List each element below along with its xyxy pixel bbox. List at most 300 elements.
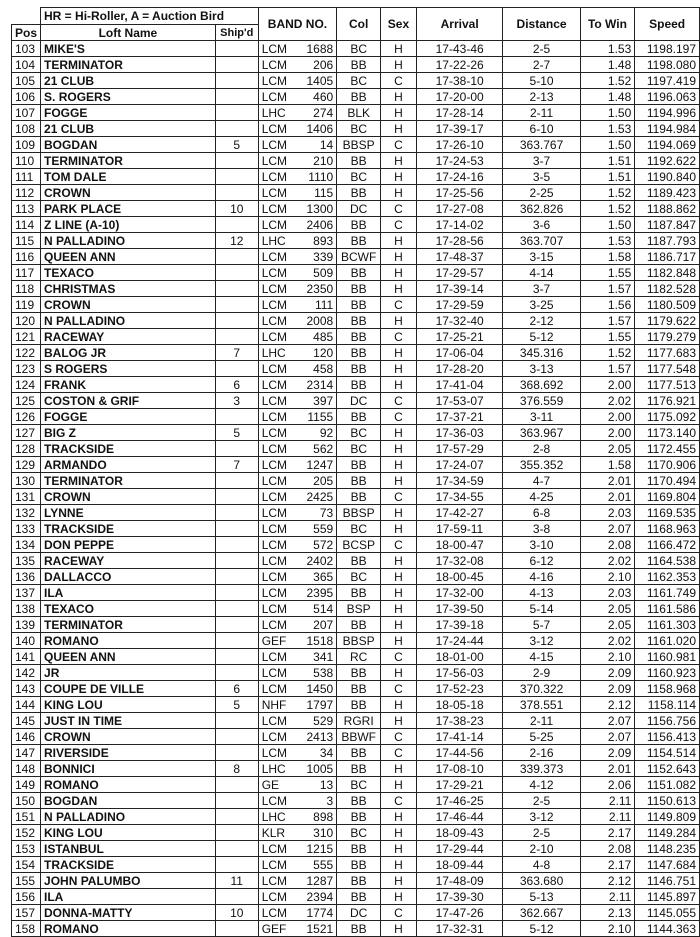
- row-pos: 138: [12, 601, 41, 617]
- row-sex: C: [381, 649, 417, 665]
- row-speed: 1149.809: [635, 809, 700, 825]
- row-loft-name: KING LOU: [41, 697, 216, 713]
- row-loft-name: CROWN: [41, 185, 216, 201]
- row-band-prefix: LHC: [258, 345, 294, 361]
- row-loft-name: CHRISTMAS: [41, 281, 216, 297]
- table-row: [12, 377, 700, 393]
- row-band-number: 898: [294, 809, 337, 825]
- table-row: [12, 233, 700, 249]
- row-arrival: 17-52-23: [416, 681, 503, 697]
- row-pos: 127: [12, 425, 41, 441]
- row-to-win: 1.50: [580, 105, 635, 121]
- row-distance: 4-16: [503, 569, 580, 585]
- row-distance: 363.767: [503, 137, 580, 153]
- row-distance: 5-12: [503, 921, 580, 937]
- row-band-number: 2425: [294, 489, 337, 505]
- row-band-prefix: LCM: [258, 617, 294, 633]
- table-row: [12, 633, 700, 649]
- row-band-number: 34: [294, 745, 337, 761]
- row-speed: 1164.538: [635, 553, 700, 569]
- row-shipped: 7: [215, 345, 258, 361]
- row-to-win: 1.51: [580, 169, 635, 185]
- row-band-number: 559: [294, 521, 337, 537]
- row-shipped: [215, 361, 258, 377]
- row-distance: 3-7: [503, 281, 580, 297]
- row-band-prefix: LCM: [258, 393, 294, 409]
- row-color: BB: [337, 697, 381, 713]
- row-arrival: 17-46-44: [416, 809, 503, 825]
- row-distance: 4-13: [503, 585, 580, 601]
- row-sex: H: [381, 665, 417, 681]
- column-header-to-win: To Win: [580, 8, 635, 41]
- row-arrival: 17-34-55: [416, 489, 503, 505]
- row-sex: H: [381, 713, 417, 729]
- row-distance: 3-11: [503, 409, 580, 425]
- row-sex: C: [381, 729, 417, 745]
- row-distance: 4-25: [503, 489, 580, 505]
- row-sex: C: [381, 489, 417, 505]
- row-pos: 150: [12, 793, 41, 809]
- row-sex: H: [381, 553, 417, 569]
- row-shipped: [215, 57, 258, 73]
- row-distance: 5-12: [503, 329, 580, 345]
- table-row: [12, 505, 700, 521]
- row-pos: 148: [12, 761, 41, 777]
- row-arrival: 17-53-07: [416, 393, 503, 409]
- row-speed: 1160.923: [635, 665, 700, 681]
- row-to-win: 2.07: [580, 521, 635, 537]
- row-color: BB: [337, 329, 381, 345]
- table-row: [12, 809, 700, 825]
- row-pos: 111: [12, 169, 41, 185]
- row-color: BC: [337, 569, 381, 585]
- row-loft-name: S ROGERS: [41, 361, 216, 377]
- row-band-prefix: LCM: [258, 185, 294, 201]
- column-header-shipped: Ship'd: [215, 25, 258, 41]
- row-band-prefix: LCM: [258, 297, 294, 313]
- row-band-prefix: LCM: [258, 745, 294, 761]
- table-row: [12, 761, 700, 777]
- row-color: BBSP: [337, 137, 381, 153]
- row-pos: 146: [12, 729, 41, 745]
- row-speed: 1179.622: [635, 313, 700, 329]
- row-loft-name: ROMANO: [41, 633, 216, 649]
- row-arrival: 17-57-29: [416, 441, 503, 457]
- row-loft-name: PARK PLACE: [41, 201, 216, 217]
- row-band-prefix: LCM: [258, 329, 294, 345]
- table-row: [12, 649, 700, 665]
- row-distance: 363.680: [503, 873, 580, 889]
- row-arrival: 17-32-08: [416, 553, 503, 569]
- row-speed: 1169.804: [635, 489, 700, 505]
- row-shipped: [215, 553, 258, 569]
- row-to-win: 2.12: [580, 873, 635, 889]
- row-distance: 3-12: [503, 809, 580, 825]
- row-shipped: [215, 265, 258, 281]
- row-band-prefix: LCM: [258, 73, 294, 89]
- row-distance: 355.352: [503, 457, 580, 473]
- row-loft-name: TEXACO: [41, 265, 216, 281]
- row-speed: 1186.717: [635, 249, 700, 265]
- row-sex: H: [381, 169, 417, 185]
- row-speed: 1166.472: [635, 537, 700, 553]
- row-loft-name: BALOG JR: [41, 345, 216, 361]
- row-speed: 1150.613: [635, 793, 700, 809]
- row-loft-name: TRACKSIDE: [41, 857, 216, 873]
- table-row: [12, 841, 700, 857]
- row-speed: 1192.622: [635, 153, 700, 169]
- row-band-prefix: GEF: [258, 921, 294, 937]
- row-speed: 1156.756: [635, 713, 700, 729]
- row-arrival: 18-09-43: [416, 825, 503, 841]
- row-shipped: [215, 825, 258, 841]
- row-color: BB: [337, 585, 381, 601]
- table-row: [12, 393, 700, 409]
- table-row: [12, 729, 700, 745]
- row-color: BB: [337, 665, 381, 681]
- row-loft-name: CROWN: [41, 297, 216, 313]
- table-row: [12, 745, 700, 761]
- row-to-win: 2.17: [580, 857, 635, 873]
- row-color: BSP: [337, 601, 381, 617]
- row-color: BB: [337, 409, 381, 425]
- row-shipped: [215, 441, 258, 457]
- row-loft-name: FOGGE: [41, 409, 216, 425]
- row-color: BB: [337, 681, 381, 697]
- row-arrival: 17-43-46: [416, 41, 503, 57]
- row-to-win: 1.52: [580, 201, 635, 217]
- row-arrival: 17-29-59: [416, 297, 503, 313]
- row-sex: H: [381, 825, 417, 841]
- row-sex: H: [381, 185, 417, 201]
- row-arrival: 18-05-18: [416, 697, 503, 713]
- row-loft-name: TERMINATOR: [41, 473, 216, 489]
- row-speed: 1173.140: [635, 425, 700, 441]
- row-sex: H: [381, 425, 417, 441]
- row-pos: 140: [12, 633, 41, 649]
- row-band-number: 555: [294, 857, 337, 873]
- row-band-prefix: LCM: [258, 505, 294, 521]
- row-shipped: [215, 857, 258, 873]
- row-speed: 1196.063: [635, 89, 700, 105]
- row-pos: 110: [12, 153, 41, 169]
- row-sex: H: [381, 361, 417, 377]
- row-arrival: 17-39-17: [416, 121, 503, 137]
- row-loft-name: DONNA-MATTY: [41, 905, 216, 921]
- row-loft-name: ISTANBUL: [41, 841, 216, 857]
- row-shipped: [215, 601, 258, 617]
- row-shipped: [215, 409, 258, 425]
- row-band-number: 2406: [294, 217, 337, 233]
- row-distance: 6-12: [503, 553, 580, 569]
- row-distance: 3-8: [503, 521, 580, 537]
- row-shipped: [215, 73, 258, 89]
- row-band-prefix: LCM: [258, 89, 294, 105]
- row-speed: 1177.513: [635, 377, 700, 393]
- row-color: BCWF: [337, 249, 381, 265]
- row-loft-name: JR: [41, 665, 216, 681]
- row-pos: 131: [12, 489, 41, 505]
- table-row: [12, 537, 700, 553]
- row-loft-name: TERMINATOR: [41, 617, 216, 633]
- row-pos: 121: [12, 329, 41, 345]
- row-color: BC: [337, 777, 381, 793]
- row-loft-name: FRANK: [41, 377, 216, 393]
- row-band-prefix: LCM: [258, 889, 294, 905]
- row-sex: H: [381, 457, 417, 473]
- row-speed: 1170.906: [635, 457, 700, 473]
- row-band-number: 365: [294, 569, 337, 585]
- row-color: BB: [337, 553, 381, 569]
- row-loft-name: CROWN: [41, 489, 216, 505]
- row-arrival: 17-24-16: [416, 169, 503, 185]
- row-to-win: 1.58: [580, 457, 635, 473]
- row-speed: 1161.020: [635, 633, 700, 649]
- row-sex: H: [381, 121, 417, 137]
- row-color: BB: [337, 617, 381, 633]
- row-arrival: 17-39-18: [416, 617, 503, 633]
- row-band-number: 3: [294, 793, 337, 809]
- row-speed: 1177.548: [635, 361, 700, 377]
- row-band-prefix: LCM: [258, 57, 294, 73]
- row-to-win: 1.56: [580, 297, 635, 313]
- table-row: [12, 873, 700, 889]
- row-speed: 1160.981: [635, 649, 700, 665]
- column-header-sex: Sex: [381, 8, 417, 41]
- row-pos: 124: [12, 377, 41, 393]
- row-band-prefix: GEF: [258, 633, 294, 649]
- row-arrival: 17-29-57: [416, 265, 503, 281]
- row-distance: 376.559: [503, 393, 580, 409]
- row-loft-name: S. ROGERS: [41, 89, 216, 105]
- row-color: BLK: [337, 105, 381, 121]
- row-sex: H: [381, 617, 417, 633]
- row-shipped: 3: [215, 393, 258, 409]
- row-band-prefix: LHC: [258, 233, 294, 249]
- row-band-number: 2008: [294, 313, 337, 329]
- table-row: [12, 425, 700, 441]
- row-loft-name: COUPE DE VILLE: [41, 681, 216, 697]
- row-sex: C: [381, 73, 417, 89]
- table-row: [12, 105, 700, 121]
- row-pos: 122: [12, 345, 41, 361]
- row-band-prefix: LCM: [258, 377, 294, 393]
- row-band-number: 13: [294, 777, 337, 793]
- row-sex: C: [381, 201, 417, 217]
- row-sex: H: [381, 873, 417, 889]
- row-pos: 132: [12, 505, 41, 521]
- row-pos: 143: [12, 681, 41, 697]
- row-shipped: [215, 537, 258, 553]
- row-color: BB: [337, 473, 381, 489]
- column-header-band: BAND NO.: [258, 8, 336, 41]
- row-to-win: 1.55: [580, 265, 635, 281]
- row-loft-name: BONNICI: [41, 761, 216, 777]
- row-band-number: 509: [294, 265, 337, 281]
- row-band-number: 485: [294, 329, 337, 345]
- row-arrival: 17-48-37: [416, 249, 503, 265]
- row-color: BB: [337, 265, 381, 281]
- row-loft-name: BIG Z: [41, 425, 216, 441]
- row-distance: 6-8: [503, 505, 580, 521]
- row-distance: 5-7: [503, 617, 580, 633]
- row-speed: 1156.413: [635, 729, 700, 745]
- row-arrival: 17-28-14: [416, 105, 503, 121]
- row-band-number: 2314: [294, 377, 337, 393]
- row-distance: 2-10: [503, 841, 580, 857]
- row-to-win: 2.05: [580, 441, 635, 457]
- row-arrival: 18-00-47: [416, 537, 503, 553]
- row-sex: H: [381, 521, 417, 537]
- row-band-number: 92: [294, 425, 337, 441]
- row-loft-name: RACEWAY: [41, 329, 216, 345]
- row-shipped: [215, 297, 258, 313]
- row-loft-name: TEXACO: [41, 601, 216, 617]
- row-distance: 2-7: [503, 57, 580, 73]
- table-row: [12, 521, 700, 537]
- row-shipped: [215, 521, 258, 537]
- row-sex: H: [381, 377, 417, 393]
- row-to-win: 2.10: [580, 649, 635, 665]
- row-band-prefix: LCM: [258, 217, 294, 233]
- row-loft-name: RACEWAY: [41, 553, 216, 569]
- row-arrival: 17-24-53: [416, 153, 503, 169]
- row-distance: 363.707: [503, 233, 580, 249]
- row-distance: 5-13: [503, 889, 580, 905]
- row-to-win: 1.51: [580, 153, 635, 169]
- table-row: [12, 681, 700, 697]
- row-shipped: [215, 841, 258, 857]
- row-pos: 154: [12, 857, 41, 873]
- row-band-number: 1300: [294, 201, 337, 217]
- row-band-prefix: LCM: [258, 201, 294, 217]
- row-sex: H: [381, 57, 417, 73]
- row-speed: 1158.114: [635, 697, 700, 713]
- row-band-prefix: LCM: [258, 793, 294, 809]
- row-band-number: 339: [294, 249, 337, 265]
- row-band-number: 1797: [294, 697, 337, 713]
- row-distance: 2-5: [503, 41, 580, 57]
- row-color: BB: [337, 217, 381, 233]
- row-loft-name: N PALLADINO: [41, 233, 216, 249]
- row-band-prefix: LCM: [258, 41, 294, 57]
- row-band-prefix: LCM: [258, 905, 294, 921]
- row-sex: H: [381, 921, 417, 937]
- row-color: BB: [337, 153, 381, 169]
- table-row: [12, 329, 700, 345]
- row-color: BB: [337, 345, 381, 361]
- row-shipped: 8: [215, 761, 258, 777]
- row-pos: 112: [12, 185, 41, 201]
- row-loft-name: CROWN: [41, 729, 216, 745]
- row-distance: 2-11: [503, 105, 580, 121]
- row-sex: H: [381, 841, 417, 857]
- table-row: [12, 857, 700, 873]
- row-band-number: 1247: [294, 457, 337, 473]
- row-color: BC: [337, 425, 381, 441]
- table-row: [12, 585, 700, 601]
- row-distance: 3-25: [503, 297, 580, 313]
- row-to-win: 2.02: [580, 553, 635, 569]
- table-row: [12, 169, 700, 185]
- row-distance: 4-15: [503, 649, 580, 665]
- row-shipped: 5: [215, 425, 258, 441]
- table-row: [12, 921, 700, 937]
- row-band-number: 2402: [294, 553, 337, 569]
- row-to-win: 1.52: [580, 73, 635, 89]
- row-loft-name: MIKE'S: [41, 41, 216, 57]
- row-speed: 1194.069: [635, 137, 700, 153]
- table-row: [12, 793, 700, 809]
- row-band-prefix: NHF: [258, 697, 294, 713]
- row-sex: H: [381, 809, 417, 825]
- row-to-win: 2.00: [580, 425, 635, 441]
- row-sex: C: [381, 905, 417, 921]
- table-row: [12, 889, 700, 905]
- row-distance: 2-16: [503, 745, 580, 761]
- row-band-number: 1450: [294, 681, 337, 697]
- row-sex: H: [381, 777, 417, 793]
- row-band-number: 1774: [294, 905, 337, 921]
- row-color: BB: [337, 761, 381, 777]
- row-color: BB: [337, 857, 381, 873]
- row-pos: 126: [12, 409, 41, 425]
- row-band-prefix: LCM: [258, 537, 294, 553]
- row-arrival: 17-38-10: [416, 73, 503, 89]
- row-to-win: 2.01: [580, 473, 635, 489]
- row-to-win: 1.53: [580, 233, 635, 249]
- row-speed: 1198.080: [635, 57, 700, 73]
- row-sex: H: [381, 345, 417, 361]
- table-row: [12, 777, 700, 793]
- row-pos: 119: [12, 297, 41, 313]
- row-shipped: [215, 793, 258, 809]
- row-to-win: 1.53: [580, 41, 635, 57]
- row-band-prefix: LCM: [258, 153, 294, 169]
- row-band-prefix: LCM: [258, 713, 294, 729]
- table-row: [12, 57, 700, 73]
- row-shipped: [215, 41, 258, 57]
- row-to-win: 2.01: [580, 489, 635, 505]
- row-shipped: 5: [215, 137, 258, 153]
- row-sex: C: [381, 745, 417, 761]
- row-distance: 3-5: [503, 169, 580, 185]
- row-shipped: [215, 281, 258, 297]
- column-header-speed: Speed: [635, 8, 700, 41]
- row-distance: 4-12: [503, 777, 580, 793]
- row-arrival: 17-14-02: [416, 217, 503, 233]
- row-band-number: 514: [294, 601, 337, 617]
- row-pos: 113: [12, 201, 41, 217]
- row-sex: H: [381, 697, 417, 713]
- row-shipped: 7: [215, 457, 258, 473]
- table-row: [12, 89, 700, 105]
- row-sex: H: [381, 281, 417, 297]
- row-arrival: 17-32-31: [416, 921, 503, 937]
- row-to-win: 1.48: [580, 89, 635, 105]
- row-speed: 1198.197: [635, 41, 700, 57]
- table-row: [12, 185, 700, 201]
- row-band-prefix: LCM: [258, 841, 294, 857]
- row-pos: 109: [12, 137, 41, 153]
- row-pos: 128: [12, 441, 41, 457]
- row-pos: 144: [12, 697, 41, 713]
- row-to-win: 2.17: [580, 825, 635, 841]
- row-arrival: 17-41-14: [416, 729, 503, 745]
- row-to-win: 1.57: [580, 281, 635, 297]
- row-arrival: 17-32-00: [416, 585, 503, 601]
- row-loft-name: Z LINE (A-10): [41, 217, 216, 233]
